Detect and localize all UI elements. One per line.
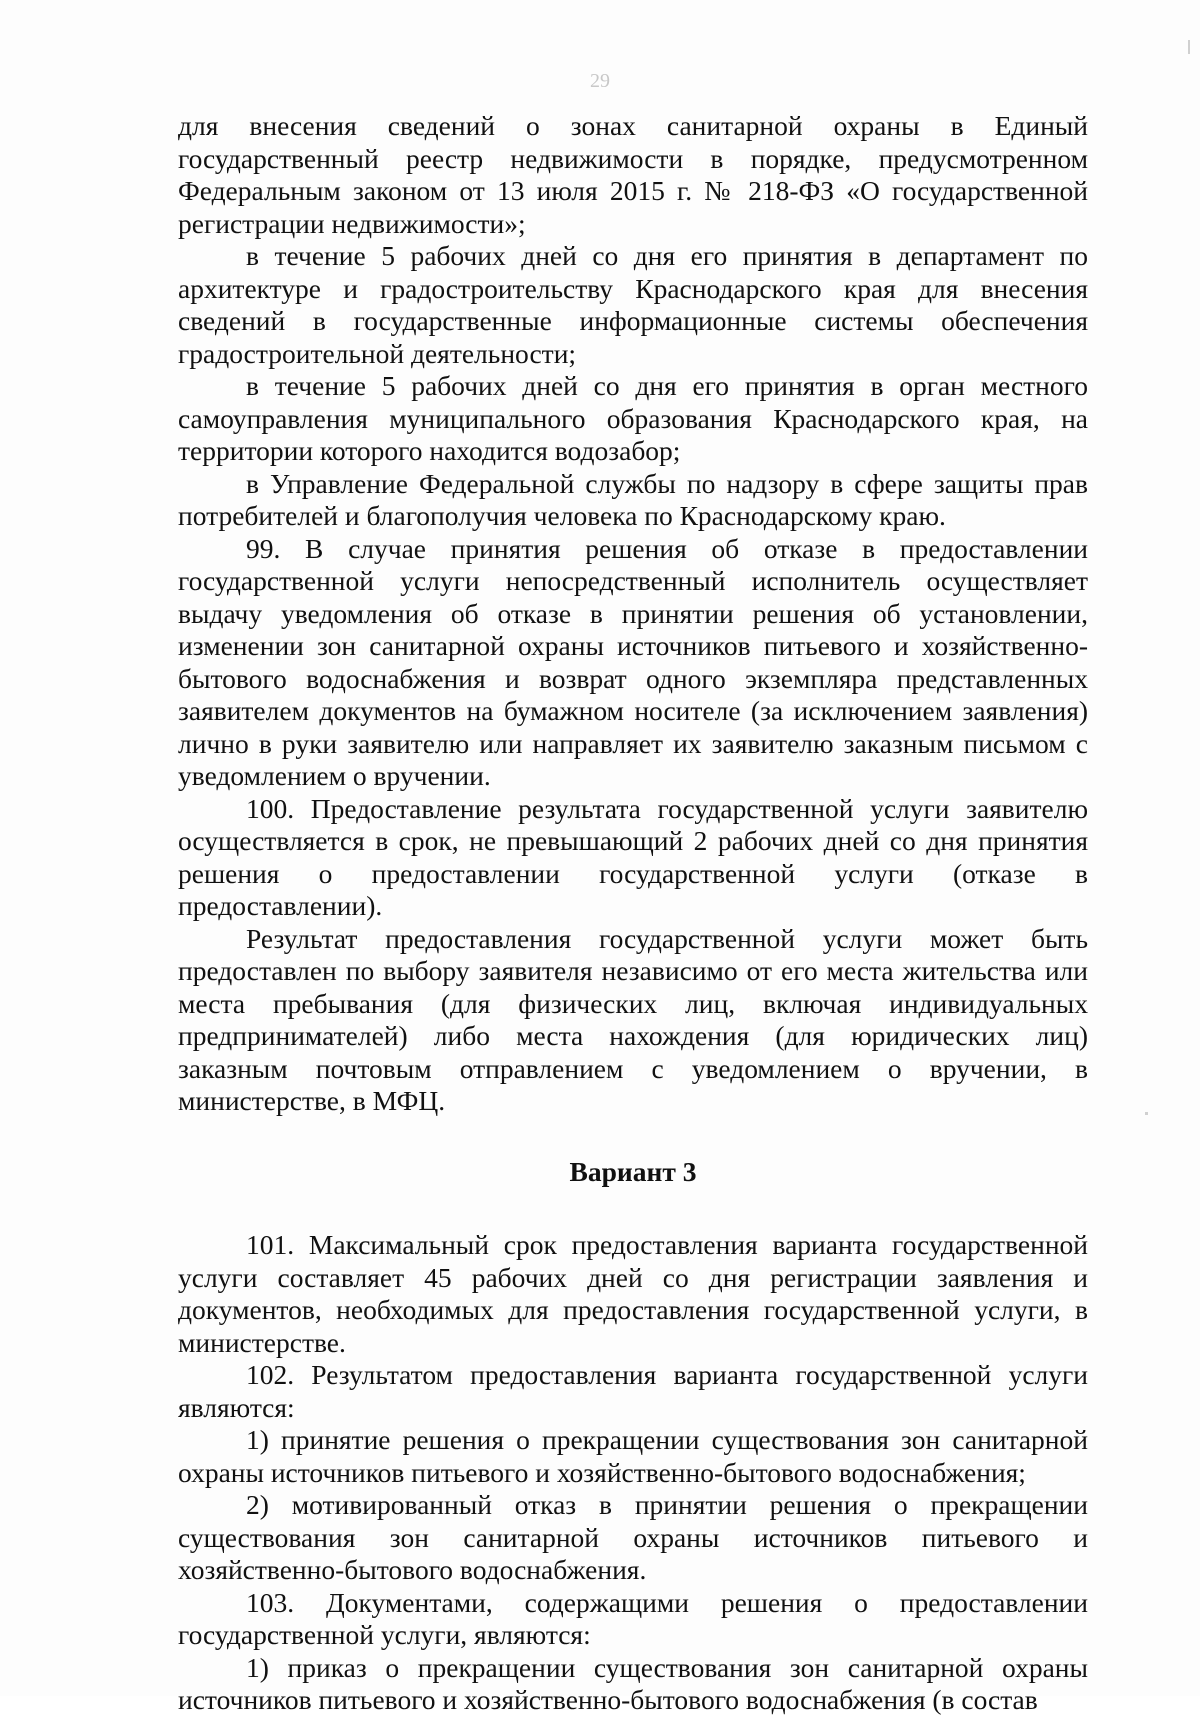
text-section-2 (178, 1229, 1088, 1717)
paragraph: 2) мотивированный отказ в принятии решения о прекращении существования зон санитарной охраны источников питьевого и хозяйственно-бытового водоснабжения. (178, 1489, 1088, 1585)
paragraph: 99. В случае принятия решения об отказе в предоставлении государственной услуги непосредственный исполнитель осуществляет выдачу уведомления об отказе в принятии решения об установлении, изменении зон санитарной охраны источников питьевого и хозяйственно-бытового водоснабжения и возврат одного экземпляра представленных заявителем документов на бумажном носителе (за исключением заявления) лично в руки заявителю или направляет их заявителю заказным письмом с уведомлением о вручении. (178, 532, 1088, 791)
paragraph: 1) приказ о прекращении существования зон санитарной охраны источников питьевого и хозяйственно-бытового водоснабжения (в состав (178, 1651, 1088, 1715)
scan-artifact (1145, 1112, 1148, 1115)
paragraph: в течение 5 рабочих дней со дня его принятия в департамент по архитектуре и градостроительству Краснодарского края для внесения сведений в государственные информационные системы обеспечения градостроительной деятельности; (178, 240, 1088, 369)
paragraph: для внесения сведений о зонах санитарной охраны в Единый государственный реестр недвижимости в порядке, предусмотренном Федеральным законом от 13 июля 2015 г. № 218-ФЗ «О государственной регистрации недвижимости»; (178, 110, 1088, 239)
page-number: 29 (590, 70, 610, 92)
scan-artifact (1188, 40, 1190, 54)
paragraph: 102. Результатом предоставления варианта государственной услуги являются: (178, 1359, 1088, 1423)
paragraph: в течение 5 рабочих дней со дня его принятия в орган местного самоуправления муниципального образования Краснодарского края, на территории которого находится водозабор; (178, 370, 1088, 466)
document-body (178, 110, 1088, 1717)
paragraph: 1) принятие решения о прекращении существования зон санитарной охраны источников питьевого и хозяйственно-бытового водоснабжения; (178, 1424, 1088, 1488)
paragraph: 101. Максимальный срок предоставления варианта государственной услуги составляет 45 рабочих дней со дня регистрации заявления и документов, необходимых для предоставления государственной услуги, в министерстве. (178, 1229, 1088, 1358)
text-section-1 (178, 110, 1088, 1118)
paragraph: Результат предоставления государственной услуги может быть предоставлен по выбору заявителя независимо от его места жительства или места пребывания (для физических лиц, включая индивидуальных предпринимателей) либо места нахождения (для юридических лиц) заказным почтовым отправлением с уведомлением о вручении, в министерстве, в МФЦ. (178, 922, 1088, 1116)
paragraph: 103. Документами, содержащими решения о предоставлении государственной услуги, являются: (178, 1586, 1088, 1650)
paragraph: 100. Предоставление результата государственной услуги заявителю осуществляется в срок, не превышающий 2 рабочих дней со дня принятия решения о предоставлении государственной услуги (отказе в предоставлении). (178, 792, 1088, 921)
section-heading: Вариант 3 (569, 1155, 697, 1187)
paragraph: в Управление Федеральной службы по надзору в сфере защиты прав потребителей и благополучия человека по Краснодарскому краю. (178, 467, 1088, 531)
